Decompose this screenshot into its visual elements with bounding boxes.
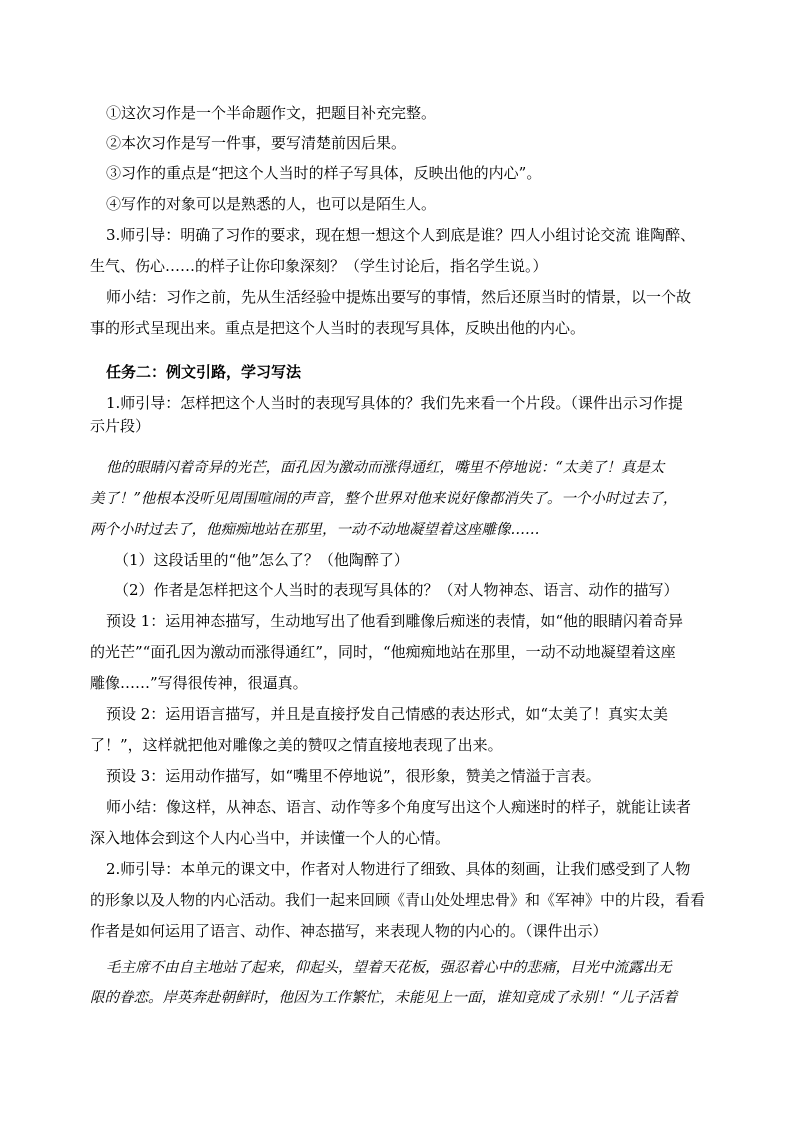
requirement-4: ④写作的对象可以是熟悉的人，也可以是陌生人。 — [106, 195, 437, 213]
preset-2-line-2: 了！”，这样就把他对雕像之美的赞叹之情直接地表现了出来。 — [90, 736, 503, 754]
preset-1-line-2: 的光芒”“面孔因为激动而涨得通红”，同时，“他痴痴地站在那里，一动不动地凝望着这座 — [90, 643, 676, 661]
guide-2-line-1: 2.师引导：本单元的课文中，作者对人物进行了细致、具体的刻画，让我们感受到了人物 — [106, 860, 691, 878]
requirement-2: ②本次习作是写一件事，要写清楚前因后果。 — [106, 134, 407, 152]
example-passage-line-1: 他的眼睛闪着奇异的光芒，面孔因为激动而涨得通红，嘴里不停地说：“太美了！真是太 — [106, 460, 665, 476]
example-passage-line-2: 美了！”他根本没听见周围喧闹的声音，整个世界对他来说好像都消失了。一个小时过去了， — [90, 491, 678, 507]
guide-3-line-1: 3.师引导：明确了习作的要求，现在想一想这个人到底是谁？四人小组讨论交流 谁陶醉、 — [106, 226, 696, 244]
guide-2-line-2: 的形象以及人物的内心活动。我们一起来回顾《青山处处埋忠骨》和《军神》中的片段，看看 — [90, 891, 706, 909]
question-1: （1）这段话里的“他”怎么了？（他陶醉了） — [114, 551, 409, 569]
guide-1-line-1: 1.师引导：怎样把这个人当时的表现写具体的？我们先来看一个片段。（课件出示习作提 — [106, 394, 683, 412]
guide-1-line-2: 示片段） — [90, 417, 151, 435]
example-passage-2-line-2: 限的眷恋。岸英奔赴朝鲜时，他因为工作繁忙，未能见上一面，谁知竟成了永别！“儿子活着 — [90, 990, 678, 1006]
guide-2-line-3: 作者是如何运用了语言、动作、神态描写，来表现人物的内心的。（课件出示） — [90, 922, 608, 940]
example-passage-line-3: 两个小时过去了，他痴痴地站在那里，一动不动地凝望着这座雕像…… — [90, 522, 540, 538]
summary-2-line-1: 师小结：像这样，从神态、语言、动作等多个角度写出这个人痴迷时的样子，就能让读者 — [106, 798, 692, 816]
requirement-1: ①这次习作是一个半命题作文，把题目补充完整。 — [106, 104, 437, 122]
guide-3-line-2: 生气、伤心……的样子让你印象深刻？（学生讨论后，指名学生说。） — [90, 257, 548, 275]
summary-1-line-2: 事的形式呈现出来。重点是把这个人当时的表现写具体，反映出他的内心。 — [90, 319, 586, 337]
preset-2-line-1: 预设 2：运用语言描写，并且是直接抒发自己情感的表达形式，如“太美了！真实太美 — [106, 705, 668, 723]
question-2: （2）作者是怎样把这个人当时的表现写具体的？（对人物神态、语言、动作的描写） — [114, 581, 679, 599]
summary-1-line-1: 师小结：习作之前，先从生活经验中提炼出要写的事情，然后还原当时的情景，以一个故 — [106, 288, 692, 306]
preset-1-line-3: 雕像……”写得很传神，很逼真。 — [90, 674, 308, 692]
summary-2-line-2: 深入地体会到这个人内心当中，并读懂一个人的心情。 — [90, 829, 451, 847]
preset-3: 预设 3：运用动作描写，如“嘴里不停地说”，很形象，赞美之情溢于言表。 — [106, 767, 601, 785]
section-heading-task-2: 任务二：例文引路，学习写法 — [106, 363, 302, 381]
preset-1-line-1: 预设 1：运用神态描写，生动地写出了他看到雕像后痴迷的表情，如“他的眼睛闪着奇异 — [106, 612, 683, 630]
requirement-3: ③习作的重点是“把这个人当时的样子写具体，反映出他的内心”。 — [106, 164, 542, 182]
example-passage-2-line-1: 毛主席不由自主地站了起来，仰起头，望着天花板，强忍着心中的悲痛，目光中流露出无 — [106, 960, 672, 976]
